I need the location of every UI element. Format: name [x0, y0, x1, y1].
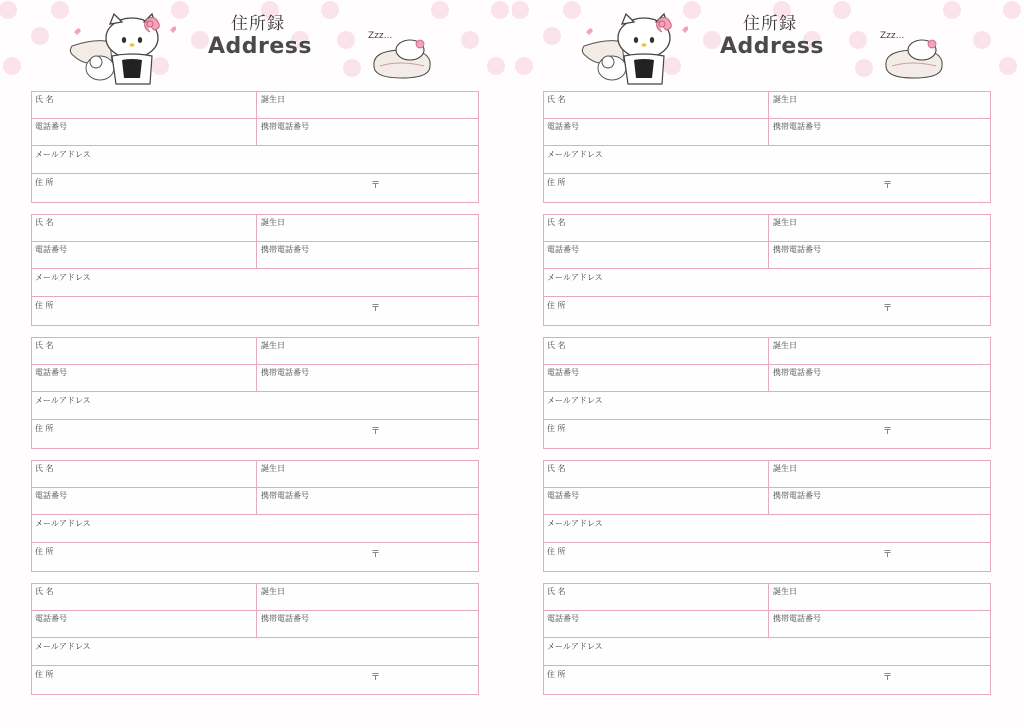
address-row — [544, 298, 990, 325]
email-row — [32, 270, 478, 297]
name-label: 氏 名 — [547, 95, 566, 104]
phone-row — [32, 611, 478, 638]
sleeping-kitty-illustration — [876, 26, 950, 84]
phone-label: 電話番号 — [35, 122, 67, 131]
address-card — [31, 91, 479, 203]
postal-mark: 〒 — [883, 673, 893, 683]
phone-label: 電話番号 — [547, 491, 579, 500]
postal-mark: 〒 — [371, 181, 381, 191]
email-label: メールアドレス — [35, 642, 91, 651]
phone-row — [32, 242, 478, 269]
address-row — [544, 544, 990, 571]
phone-row — [32, 488, 478, 515]
mobile-label: 携帯電話番号 — [773, 122, 821, 131]
email-row — [544, 639, 990, 666]
address-card — [31, 460, 479, 572]
phone-row — [32, 365, 478, 392]
email-label: メールアドレス — [547, 150, 603, 159]
postal-mark: 〒 — [371, 550, 381, 560]
sleep-text: Zzz... — [880, 31, 905, 41]
name-row — [544, 215, 990, 242]
address-label: 住 所 — [547, 178, 566, 187]
email-label: メールアドレス — [547, 642, 603, 651]
postal-mark: 〒 — [371, 673, 381, 683]
postal-mark: 〒 — [371, 427, 381, 437]
address-label: 住 所 — [35, 547, 54, 556]
name-row — [32, 584, 478, 611]
birthday-label: 誕生日 — [261, 464, 285, 473]
phone-row — [544, 365, 990, 392]
birthday-label: 誕生日 — [261, 341, 285, 350]
email-row — [544, 270, 990, 297]
address-card — [31, 337, 479, 449]
title-japanese: 住所録 — [231, 14, 285, 34]
name-row — [544, 584, 990, 611]
address-label: 住 所 — [35, 424, 54, 433]
mobile-label: 携帯電話番号 — [261, 122, 309, 131]
name-row — [544, 92, 990, 119]
birthday-label: 誕生日 — [773, 95, 797, 104]
phone-label: 電話番号 — [35, 245, 67, 254]
sleeping-kitty-illustration — [364, 26, 438, 84]
phone-row — [544, 611, 990, 638]
address-label: 住 所 — [35, 178, 54, 187]
address-card — [543, 583, 991, 695]
mobile-label: 携帯電話番号 — [773, 491, 821, 500]
address-row — [544, 667, 990, 694]
birthday-label: 誕生日 — [773, 218, 797, 227]
phone-label: 電話番号 — [35, 491, 67, 500]
address-card — [543, 460, 991, 572]
name-row — [32, 215, 478, 242]
phone-label: 電話番号 — [547, 245, 579, 254]
birthday-label: 誕生日 — [261, 218, 285, 227]
email-label: メールアドレス — [547, 396, 603, 405]
name-row — [544, 338, 990, 365]
address-row — [32, 421, 478, 448]
postal-mark: 〒 — [371, 304, 381, 314]
phone-row — [32, 119, 478, 146]
title-english: Address — [208, 34, 312, 59]
email-label: メールアドレス — [35, 396, 91, 405]
page-title — [720, 14, 824, 60]
sleep-text: Zzz... — [368, 31, 393, 41]
postal-mark: 〒 — [883, 427, 893, 437]
phone-label: 電話番号 — [35, 614, 67, 623]
address-card — [31, 583, 479, 695]
mobile-label: 携帯電話番号 — [261, 245, 309, 254]
name-label: 氏 名 — [547, 341, 566, 350]
email-row — [544, 393, 990, 420]
address-row — [32, 175, 478, 202]
address-label: 住 所 — [547, 301, 566, 310]
title-japanese: 住所録 — [743, 14, 797, 34]
address-label: 住 所 — [547, 670, 566, 679]
address-card — [543, 337, 991, 449]
address-label: 住 所 — [547, 547, 566, 556]
phone-row — [544, 119, 990, 146]
email-row — [544, 147, 990, 174]
email-row — [544, 516, 990, 543]
name-label: 氏 名 — [35, 218, 54, 227]
address-card — [31, 214, 479, 326]
name-row — [32, 338, 478, 365]
email-label: メールアドレス — [35, 150, 91, 159]
email-row — [32, 639, 478, 666]
email-label: メールアドレス — [35, 273, 91, 282]
phone-row — [544, 488, 990, 515]
address-row — [32, 298, 478, 325]
name-label: 氏 名 — [547, 464, 566, 473]
name-label: 氏 名 — [547, 218, 566, 227]
birthday-label: 誕生日 — [773, 587, 797, 596]
birthday-label: 誕生日 — [261, 95, 285, 104]
address-label: 住 所 — [35, 670, 54, 679]
mobile-label: 携帯電話番号 — [261, 368, 309, 377]
address-row — [32, 667, 478, 694]
phone-row — [544, 242, 990, 269]
birthday-label: 誕生日 — [261, 587, 285, 596]
mobile-label: 携帯電話番号 — [773, 245, 821, 254]
mobile-label: 携帯電話番号 — [261, 614, 309, 623]
address-card — [543, 214, 991, 326]
name-label: 氏 名 — [35, 587, 54, 596]
title-english: Address — [720, 34, 824, 59]
birthday-label: 誕生日 — [773, 464, 797, 473]
email-label: メールアドレス — [547, 273, 603, 282]
address-card — [543, 91, 991, 203]
phone-label: 電話番号 — [547, 614, 579, 623]
address-label: 住 所 — [35, 301, 54, 310]
name-label: 氏 名 — [35, 464, 54, 473]
name-row — [544, 461, 990, 488]
email-row — [32, 516, 478, 543]
address-label: 住 所 — [547, 424, 566, 433]
email-label: メールアドレス — [547, 519, 603, 528]
mobile-label: 携帯電話番号 — [773, 614, 821, 623]
right-page — [512, 0, 1024, 728]
name-row — [32, 461, 478, 488]
postal-mark: 〒 — [883, 181, 893, 191]
name-label: 氏 名 — [35, 341, 54, 350]
mobile-label: 携帯電話番号 — [261, 491, 309, 500]
email-row — [32, 393, 478, 420]
page-title — [208, 14, 312, 60]
postal-mark: 〒 — [883, 550, 893, 560]
name-label: 氏 名 — [35, 95, 54, 104]
phone-label: 電話番号 — [547, 368, 579, 377]
postal-mark: 〒 — [883, 304, 893, 314]
address-row — [544, 421, 990, 448]
email-label: メールアドレス — [35, 519, 91, 528]
email-row — [32, 147, 478, 174]
hello-kitty-illustration — [66, 12, 176, 88]
phone-label: 電話番号 — [35, 368, 67, 377]
birthday-label: 誕生日 — [773, 341, 797, 350]
name-row — [32, 92, 478, 119]
mobile-label: 携帯電話番号 — [773, 368, 821, 377]
address-row — [544, 175, 990, 202]
name-label: 氏 名 — [547, 587, 566, 596]
address-row — [32, 544, 478, 571]
hello-kitty-illustration — [578, 12, 688, 88]
phone-label: 電話番号 — [547, 122, 579, 131]
